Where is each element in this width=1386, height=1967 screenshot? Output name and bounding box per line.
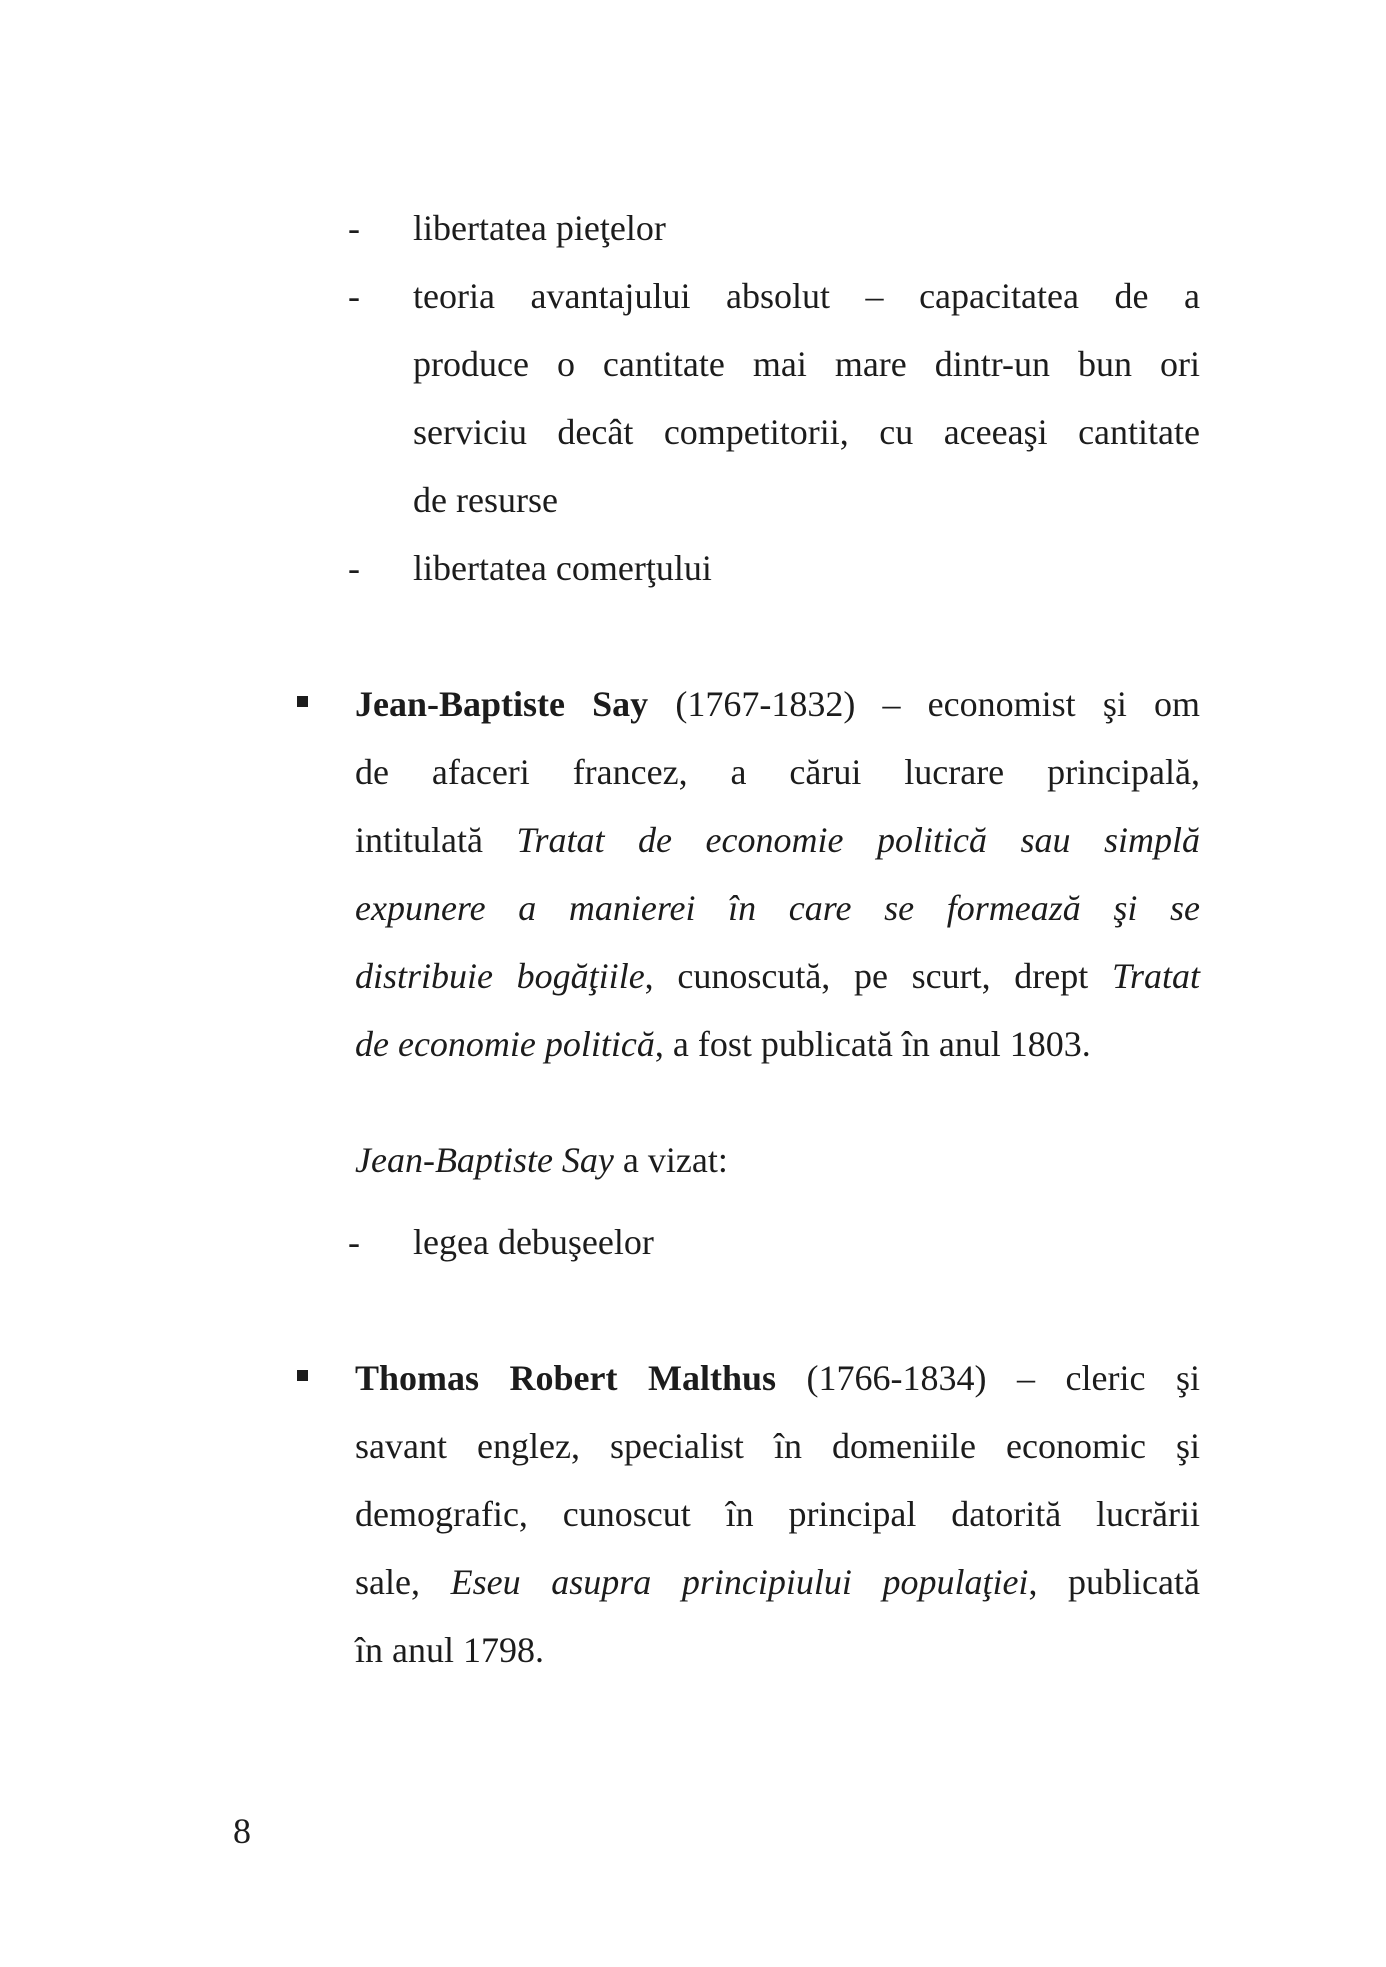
- square-bullet-icon: [297, 1370, 308, 1381]
- say-aimed-line: Jean-Baptiste Say a vizat:: [355, 1140, 728, 1180]
- dash-marker: -: [348, 548, 360, 588]
- say-name: Jean-Baptiste Say: [355, 684, 649, 724]
- page-number: 8: [233, 1811, 251, 1851]
- say-paragraph: Jean-Baptiste Say (1767-1832) – economist şi om de afaceri francez, a cărui lucrare principală, intitulată Tratat de economie politică sau simplă expunere a manierei în care se formează şi se distribuie bogăţiile, cunoscută, pe scurt, drept Tratat de economie politică, a fost publicată în anul 1803.: [355, 684, 1200, 1064]
- dash-marker: -: [348, 208, 360, 248]
- dash-marker: -: [348, 276, 360, 316]
- book-title: Eseu asupra principiului populaţiei: [450, 1562, 1029, 1602]
- list-item-text: teoria avantajului absolut – capacitatea de a produce o cantitate mai mare dintr-un bun ori serviciu decât competitorii, cu aceeaşi cantitate de resurse: [413, 276, 1200, 520]
- dash-marker: -: [348, 1222, 360, 1262]
- malthus-name: Thomas Robert Malthus: [355, 1358, 777, 1398]
- list-item-text: legea debuşeelor: [413, 1222, 654, 1262]
- book-title: Tratat de economie politică sau simplă: [516, 820, 1200, 860]
- list-item-text: libertatea comerţului: [413, 548, 712, 588]
- list-item-text: libertatea pieţelor: [413, 208, 666, 248]
- malthus-paragraph: Thomas Robert Malthus (1766-1834) – cleric şi savant englez, specialist în domeniile economic şi demografic, cunoscut în principal datorită lucrării sale, Eseu asupra principiului populaţiei, publicată în anul 1798.: [355, 1358, 1200, 1670]
- square-bullet-icon: [297, 696, 308, 707]
